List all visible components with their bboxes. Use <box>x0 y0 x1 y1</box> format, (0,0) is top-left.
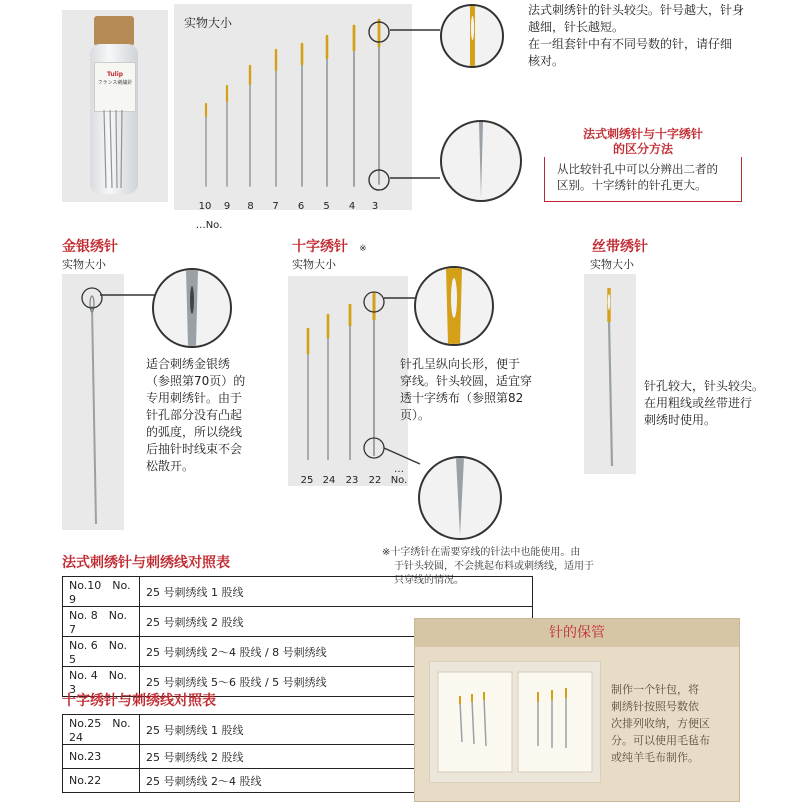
size-number: 24 <box>322 475 336 486</box>
needle-book-drawing <box>430 662 600 782</box>
needle-no-cell: No.22 <box>63 769 140 793</box>
desc-line: 刺绣针按照号数依 <box>611 700 699 713</box>
cross-actual-size-label: 实物大小 <box>292 258 336 271</box>
note-line: ※十字绣针在需要穿线的针法中也能使用。由 <box>382 547 581 558</box>
cross-needle-title-row <box>292 236 367 256</box>
size-number: 22 <box>368 475 382 486</box>
gold-needle-panel <box>62 274 124 530</box>
size-number: …No. <box>195 220 223 231</box>
thread-cell: 25 号刺绣线 5～6 股线 / 5 号刺绣线 <box>140 667 533 697</box>
thread-cell: 25 号刺绣线 2～4 股线 / 8 号刺绣线 <box>140 637 533 667</box>
desc-line: 制作一个针包，将 <box>611 683 699 696</box>
cork-stopper <box>94 16 134 46</box>
desc-line: 在用粗线或丝带进行 <box>644 396 753 410</box>
desc-line: 专用刺绣针。由于 <box>146 391 243 405</box>
care-title-banner <box>415 619 739 647</box>
size-number: 8 <box>247 201 254 212</box>
diff-title-line: 法式刺绣针与十字绣针 <box>582 127 703 141</box>
needle-no-cell: No. 6 No. 5 <box>63 637 140 667</box>
gold-actual-size-label: 实物大小 <box>62 258 106 271</box>
diff-text-line: 从比较针孔中可以分辨出二者的 <box>557 162 718 176</box>
cross-table-title: 十字绣针与刺绣线对照表 <box>62 693 216 709</box>
ribbon-actual-size-label: 实物大小 <box>590 258 634 271</box>
desc-line: 越细，针长越短。 <box>528 20 625 34</box>
size-number: 5 <box>323 201 330 212</box>
size-number: 3 <box>371 201 379 212</box>
needle-tube-photo <box>62 10 168 202</box>
gold-needle-drawing <box>62 274 124 530</box>
desc-line: 针孔呈纵向长形，便于 <box>400 357 521 371</box>
diff-title-line: 的区分方法 <box>612 142 673 156</box>
desc-line: 法式刺绣针的针头较尖。针号越大，针身 <box>528 3 745 17</box>
desc-line: 分。可以使用毛毡布 <box>611 734 710 747</box>
needle-care-panel <box>414 618 740 802</box>
size-number: 4 <box>348 201 356 212</box>
desc-line: 穿线。针头较圆，适宜穿 <box>400 374 533 388</box>
thread-cell: 25 号刺绣线 1 股线 <box>140 715 533 745</box>
desc-line: 针孔较大，针头较尖。 <box>644 379 765 393</box>
french-needles-drawing <box>174 4 412 210</box>
needle-no-cell: No. 4 No. 3 <box>63 667 140 697</box>
difference-box-text <box>557 161 718 193</box>
gold-leader-line <box>100 290 160 300</box>
desc-line: 页）。 <box>400 408 431 422</box>
magnified-cross-tip <box>418 456 502 540</box>
desc-line: 后抽针时线束不会 <box>146 442 243 456</box>
french-table-title: 法式刺绣针与刺绣线对照表 <box>62 555 230 571</box>
gold-needle-title: 金银绣针 <box>62 239 118 255</box>
french-needles-panel <box>174 4 412 231</box>
ribbon-needle-description <box>644 378 794 429</box>
actual-size-label: 实物大小 <box>184 16 233 30</box>
needle-no-cell: No.23 <box>63 745 140 769</box>
note-line: 于针头较圆，不会挑起布料或刺绣线，适用于 <box>394 561 594 572</box>
care-description <box>611 681 735 766</box>
size-number: 9 <box>223 201 231 212</box>
needle-book-photo <box>429 661 601 783</box>
table-row <box>63 577 533 607</box>
tube-brand: Tulip <box>106 71 124 78</box>
tube-label <box>94 62 136 112</box>
desc-line: 刺绣时使用。 <box>644 413 717 427</box>
ribbon-needle-panel <box>584 274 636 474</box>
size-number: 23 <box>345 475 359 486</box>
thread-cell: 25 号刺绣线 2～4 股线 <box>140 769 533 793</box>
size-number: …No. <box>390 464 408 486</box>
size-number: 10 <box>198 201 212 212</box>
desc-line: 针孔部分没有凸起 <box>146 408 243 422</box>
thread-cell: 25 号刺绣线 2 股线 <box>140 607 533 637</box>
magnified-needle-eye <box>440 4 504 68</box>
magnified-gold-eye <box>152 268 232 348</box>
diff-text-line: 区别。十字绣针的针孔更大。 <box>557 178 707 192</box>
size-number: 7 <box>272 201 279 212</box>
desc-line: 适合刺绣金银绣 <box>146 357 231 371</box>
desc-line: 或纯羊毛布制作。 <box>611 751 699 764</box>
cross-title-mark: ※ <box>359 244 367 254</box>
ribbon-needle-drawing <box>584 274 636 474</box>
care-title: 针的保管 <box>549 625 605 641</box>
difference-box <box>544 127 742 202</box>
desc-line: 次排列收纳，方便区 <box>611 717 710 730</box>
cross-needle-description <box>400 356 560 424</box>
desc-line: 透十字绣布（参照第82 <box>400 391 524 405</box>
difference-box-title <box>544 127 742 157</box>
desc-line: 在一组套针中有不同号数的针，请仔细 <box>528 37 733 51</box>
size-number: 6 <box>297 201 305 212</box>
tube-subtitle: フランス刺繍針 <box>97 80 133 86</box>
desc-line: 的弧度，所以绕线 <box>146 425 243 439</box>
needle-no-cell: No.10 No. 9 <box>63 577 140 607</box>
desc-line: 核对。 <box>528 54 565 68</box>
size-number: 25 <box>300 475 314 486</box>
magnified-needle-tip <box>440 120 522 202</box>
thread-cell: 25 号刺绣线 2 股线 <box>140 745 533 769</box>
needle-no-cell: No.25 No. 24 <box>63 715 140 745</box>
french-needle-description <box>528 2 794 70</box>
needle-no-cell: No. 8 No. 7 <box>63 607 140 637</box>
desc-line: 松散开。 <box>146 459 195 473</box>
ribbon-needle-title: 丝带绣针 <box>592 239 648 255</box>
desc-line: （参照第70页）的 <box>146 374 246 388</box>
cross-needle-title: 十字绣针 <box>292 239 348 255</box>
tube-needles <box>90 110 138 190</box>
note-line: 只穿线的情况。 <box>394 575 464 586</box>
gold-needle-description <box>146 356 272 475</box>
thread-cell: 25 号刺绣线 1 股线 <box>140 577 533 607</box>
magnified-cross-eye <box>414 266 494 346</box>
